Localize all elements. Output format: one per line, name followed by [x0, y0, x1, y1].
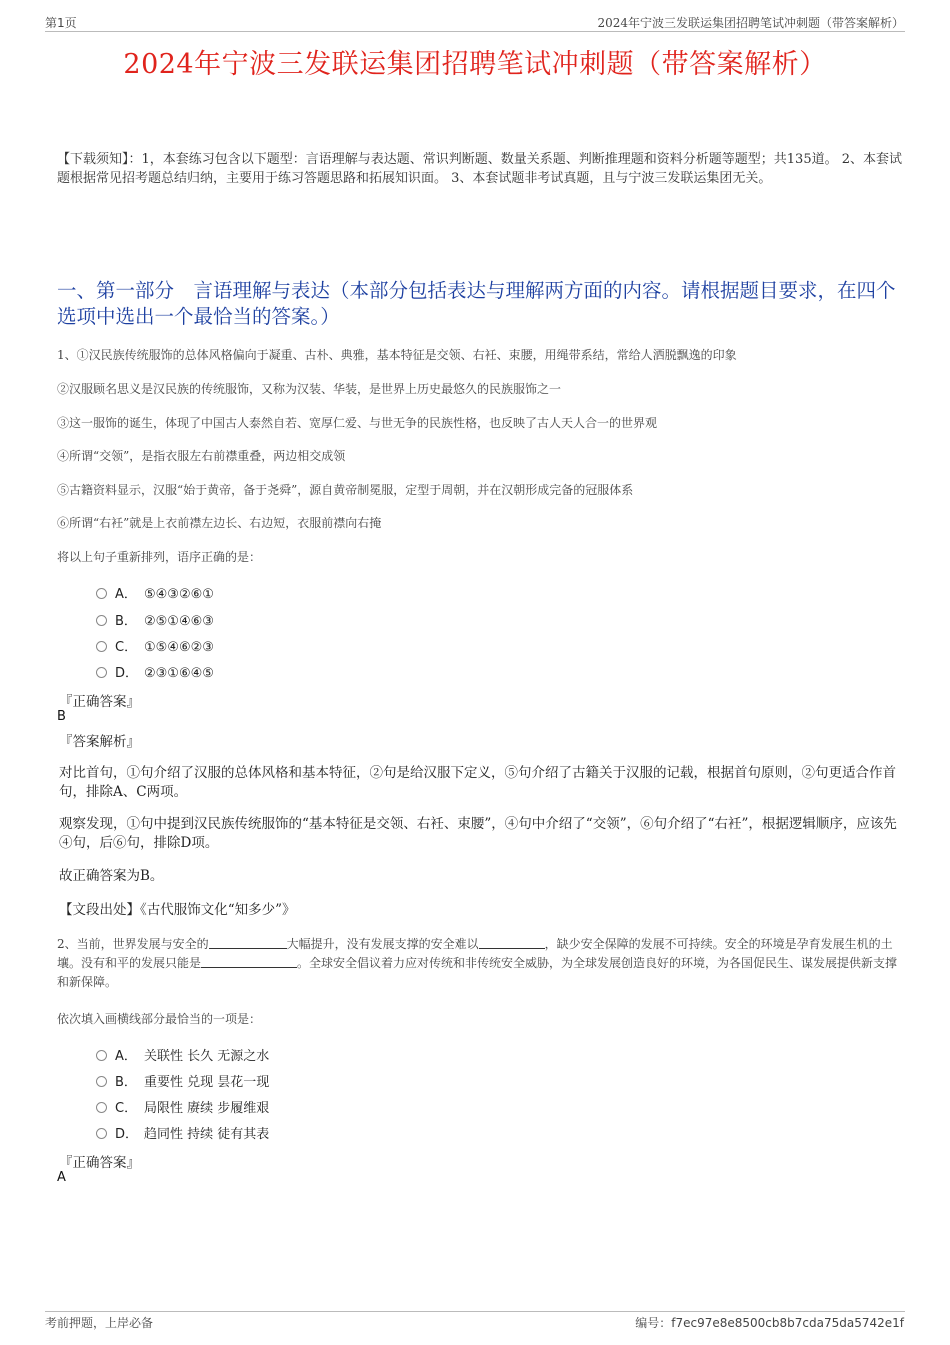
q1-answer-label: 『正确答案』 — [59, 694, 140, 710]
fill-blank-2 — [479, 936, 545, 949]
footer-slogan: 考前押题，上岸必备 — [45, 1316, 154, 1330]
option-letter: B． — [115, 614, 137, 629]
q1-answer: B — [57, 709, 66, 724]
q2-option-c[interactable] — [96, 1097, 269, 1116]
q2-answer-label: 『正确答案』 — [59, 1155, 140, 1171]
option-letter: C． — [115, 1101, 138, 1116]
q1-analysis-p1: 对比首句，①句介绍了汉服的总体风格和基本特征，②句是给汉服下定义，⑤句介绍了古籍关于汉服的记载，根据首句原则，②句更适合作首句，排除A、C两项。 — [59, 765, 896, 800]
footer-divider — [45, 1311, 905, 1312]
q1-option-c[interactable] — [96, 636, 214, 655]
option-text: ⑤④③②⑥① — [144, 587, 214, 602]
q2-prompt: 依次填入画横线部分最恰当的一项是： — [57, 1012, 262, 1026]
download-notice: 【下载须知】：1，本套练习包含以下题型：言语理解与表达题、常识判断题、数量关系题、判断推理题和资料分析题等题型；共135道。 2、本套试题根据常见招考题总结归纳，主要用于练习答题思路和拓展知识面。 3、本套试题非考试真题，且与宁波三发联运集团无关。 — [57, 152, 902, 186]
fill-blank-3 — [201, 955, 297, 968]
radio-icon[interactable] — [96, 641, 107, 652]
q1-sentence-3: ③这一服饰的诞生，体现了中国古人泰然自若、宽厚仁爱、与世无争的民族性格，也反映了古人天人合一的世界观 — [57, 416, 658, 430]
radio-icon[interactable] — [96, 667, 107, 678]
footer-code-value: f7ec97e8e8500cb8b7cda75da5742e1f — [671, 1316, 904, 1330]
radio-icon[interactable] — [96, 1050, 107, 1061]
running-header-title: 2024年宁波三发联运集团招聘笔试冲刺题（带答案解析） — [597, 16, 904, 30]
option-text: ①⑤④⑥②③ — [144, 640, 214, 655]
q1-sentence-6: ⑥所谓“右衽”就是上衣前襟左边长、右边短，衣服前襟向右掩 — [57, 516, 382, 530]
q1-sentence-4: ④所谓“交领”，是指衣服左右前襟重叠，两边相交成领 — [57, 449, 346, 463]
page-number: 第1页 — [45, 16, 77, 30]
option-letter: D． — [115, 1127, 139, 1142]
option-text: 重要性 兑现 昙花一现 — [144, 1075, 270, 1090]
q1-option-d[interactable] — [96, 662, 214, 681]
q1-source: 【文段出处】《古代服饰文化“知多少”》 — [59, 902, 296, 918]
q2-option-b[interactable] — [96, 1071, 269, 1090]
option-letter: C． — [115, 640, 138, 655]
option-text: ②③①⑥④⑤ — [144, 666, 214, 681]
fill-blank-1 — [209, 936, 287, 949]
radio-icon[interactable] — [96, 588, 107, 599]
option-letter: B． — [115, 1075, 137, 1090]
q1-analysis-p3: 故正确答案为B。 — [59, 868, 164, 884]
option-letter: A． — [115, 1049, 137, 1064]
q1-prompt: 将以上句子重新排列，语序正确的是： — [57, 550, 262, 564]
q2-text-b: 大幅提升，没有发展支撑的安全难以 — [286, 937, 479, 951]
option-text: ②⑤①④⑥③ — [144, 614, 214, 629]
radio-icon[interactable] — [96, 615, 107, 626]
q1-analysis-p2: 观察发现，①句中提到汉民族传统服饰的“基本特征是交领、右衽、束腰”，④句中介绍了“交领”，⑥句介绍了“右衽”，根据逻辑顺序，应该先④句，后⑥句，排除D项。 — [59, 816, 897, 851]
q1-sentence-5: ⑤古籍资料显示，汉服“始于黄帝，备于尧舜”，源自黄帝制冕服，定型于周朝，并在汉朝形成完备的冠服体系 — [57, 483, 634, 497]
radio-icon[interactable] — [96, 1128, 107, 1139]
q2-text-c: ，缺少安全保障的发展不可持续。安全的环境是孕育发展生机的土壤。没有和平的发展只能是 — [57, 937, 893, 970]
q1-sentence-1: 1、①汉民族传统服饰的总体风格偏向于凝重、古朴、典雅，基本特征是交领、右衽、束腰，用绳带系结，常给人洒脱飘逸的印象 — [57, 348, 737, 362]
footer-code — [635, 1314, 904, 1331]
option-text: 关联性 长久 无源之水 — [144, 1049, 270, 1064]
header-divider — [45, 31, 905, 32]
q2-option-a[interactable] — [96, 1045, 269, 1064]
q1-analysis-label: 『答案解析』 — [59, 734, 140, 750]
option-letter: D． — [115, 666, 139, 681]
section-heading: 一、第一部分 言语理解与表达（本部分包括表达与理解两方面的内容。请根据题目要求，在四个选项中选出一个最恰当的答案。） — [57, 279, 896, 328]
option-text: 趋同性 持续 徒有其表 — [144, 1127, 270, 1142]
radio-icon[interactable] — [96, 1102, 107, 1113]
q2-option-d[interactable] — [96, 1123, 269, 1142]
q1-option-b[interactable] — [96, 610, 214, 629]
footer-code-label: 编号： — [635, 1316, 672, 1330]
radio-icon[interactable] — [96, 1076, 107, 1087]
q1-sentence-2: ②汉服顾名思义是汉民族的传统服饰，又称为汉装、华装，是世界上历史最悠久的民族服饰之一 — [57, 382, 562, 396]
q2-passage — [57, 935, 902, 992]
option-text: 局限性 赓续 步履维艰 — [144, 1101, 270, 1116]
q2-text-d: 。全球安全倡议着力应对传统和非传统安全威胁，为全球发展创造良好的环境，为各国促民生、谋发展提供新支撑和新保障。 — [57, 956, 898, 989]
option-letter: A． — [115, 587, 137, 602]
q2-text-a: 2、当前，世界发展与安全的 — [57, 937, 209, 951]
q1-option-a[interactable] — [96, 583, 214, 602]
document-title: 2024年宁波三发联运集团招聘笔试冲刺题（带答案解析） — [123, 49, 827, 80]
q2-answer: A — [57, 1170, 66, 1185]
